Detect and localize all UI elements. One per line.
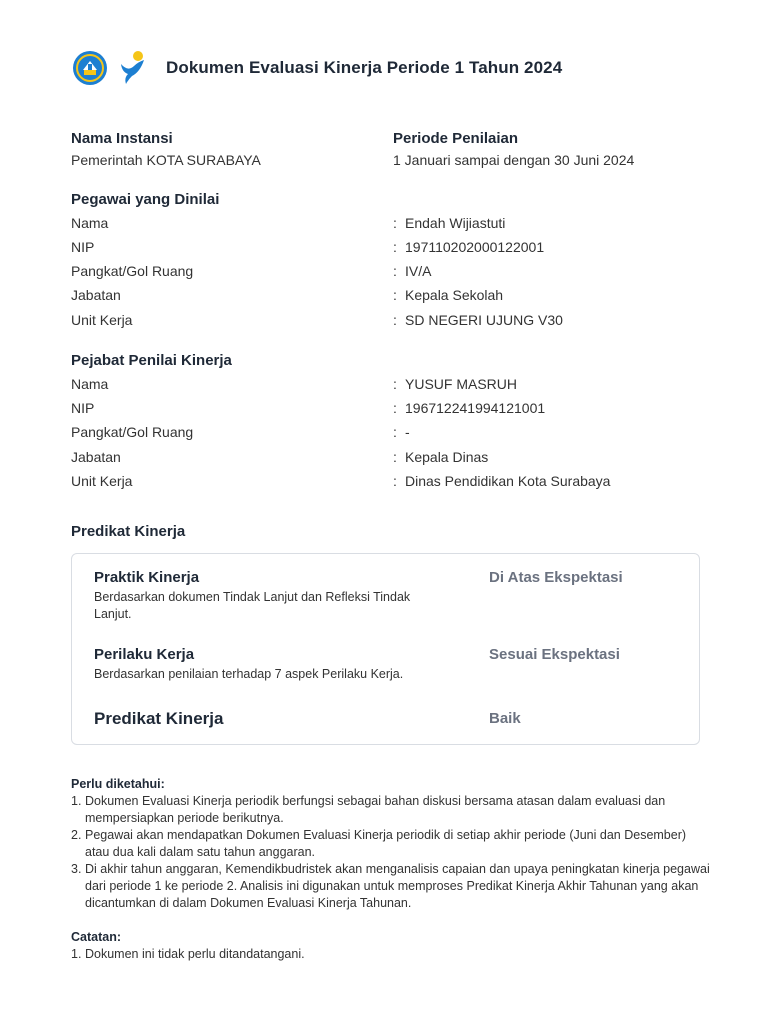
separator: : bbox=[393, 215, 397, 231]
separator: : bbox=[393, 239, 397, 255]
praktik-kinerja-result: Di Atas Ekspektasi bbox=[489, 569, 623, 586]
pejabat-section-title: Pejabat Penilai Kinerja bbox=[71, 352, 232, 369]
separator: : bbox=[393, 376, 397, 392]
pejabat-unit-row bbox=[71, 473, 691, 489]
field-value: IV/A bbox=[405, 263, 432, 279]
list-text: Dokumen ini tidak perlu ditandatangani. bbox=[85, 947, 305, 961]
perlu-diketahui-title: Perlu diketahui: bbox=[71, 777, 165, 791]
field-label: NIP bbox=[71, 239, 95, 255]
separator: : bbox=[393, 263, 397, 279]
list-number: 1. bbox=[71, 947, 82, 961]
list-item bbox=[71, 827, 711, 861]
list-item bbox=[71, 793, 711, 827]
field-value: SD NEGERI UJUNG V30 bbox=[405, 312, 563, 328]
field-value: YUSUF MASRUH bbox=[405, 376, 518, 392]
list-text: Di akhir tahun anggaran, Kemendikbudristek akan menganalisis capaian dan upaya peningkatan kinerja pegawai dari periode 1 ke periode 2. Analisis ini digunakan untuk memproses Predikat Kinerja Akhir Tahunan yang akan dicantumkan di dalam Dokumen Evaluasi Kinerja Tahunan. bbox=[85, 862, 710, 910]
merdeka-belajar-logo bbox=[118, 50, 148, 86]
pejabat-pangkat-row bbox=[71, 424, 691, 440]
field-label: Nama bbox=[71, 376, 109, 392]
list-text: Dokumen Evaluasi Kinerja periodik berfungsi sebagai bahan diskusi bersama atasan dalam evaluasi dan mempersiapkan periode berikutnya. bbox=[85, 794, 666, 825]
instansi-periode-row bbox=[71, 130, 691, 168]
list-number: 2. bbox=[71, 828, 82, 842]
periode-value: 1 Januari sampai dengan 30 Juni 2024 bbox=[393, 152, 635, 168]
pejabat-nama-row bbox=[71, 376, 691, 392]
field-value: 197110202000122001 bbox=[405, 239, 545, 255]
document-header bbox=[72, 50, 562, 86]
field-label: Unit Kerja bbox=[71, 312, 133, 328]
separator: : bbox=[393, 473, 397, 489]
catatan-section bbox=[71, 929, 711, 963]
field-value: Endah Wijiastuti bbox=[405, 215, 506, 231]
separator: : bbox=[393, 287, 397, 303]
predikat-final-result: Baik bbox=[489, 710, 521, 727]
pegawai-pangkat-row bbox=[71, 263, 691, 279]
separator: : bbox=[393, 449, 397, 465]
document-title: Dokumen Evaluasi Kinerja Periode 1 Tahun 2024 bbox=[166, 58, 563, 77]
field-label: NIP bbox=[71, 400, 95, 416]
field-label: Jabatan bbox=[71, 449, 121, 465]
perilaku-kerja-desc: Berdasarkan penilaian terhadap 7 aspek Perilaku Kerja. bbox=[94, 667, 404, 681]
list-item bbox=[71, 861, 711, 912]
perlu-diketahui-list bbox=[71, 793, 711, 912]
predikat-section-title: Predikat Kinerja bbox=[71, 523, 186, 540]
predikat-final-item bbox=[94, 709, 674, 729]
perilaku-kerja-result: Sesuai Ekspektasi bbox=[489, 646, 620, 663]
list-number: 3. bbox=[71, 862, 82, 876]
field-label: Jabatan bbox=[71, 287, 121, 303]
instansi-value: Pemerintah KOTA SURABAYA bbox=[71, 152, 261, 168]
pegawai-nip-row bbox=[71, 239, 691, 255]
perlu-diketahui-section bbox=[71, 776, 711, 912]
list-text: Pegawai akan mendapatkan Dokumen Evaluasi Kinerja periodik di setiap akhir periode (Juni dan Desember) atau dua kali dalam satu tahun anggaran. bbox=[85, 828, 687, 859]
pegawai-jabatan-row bbox=[71, 287, 691, 303]
pejabat-nip-row bbox=[71, 400, 691, 416]
pegawai-nama-row bbox=[71, 215, 691, 231]
field-label: Unit Kerja bbox=[71, 473, 133, 489]
field-value: Dinas Pendidikan Kota Surabaya bbox=[405, 473, 611, 489]
kemendikbud-logo bbox=[72, 50, 108, 86]
field-value: - bbox=[405, 424, 410, 440]
field-label: Pangkat/Gol Ruang bbox=[71, 424, 194, 440]
perilaku-kerja-item bbox=[94, 646, 674, 683]
separator: : bbox=[393, 400, 397, 416]
pegawai-section-title: Pegawai yang Dinilai bbox=[71, 191, 220, 208]
catatan-list bbox=[71, 946, 711, 963]
separator: : bbox=[393, 312, 397, 328]
instansi-label: Nama Instansi bbox=[71, 130, 173, 147]
field-value: Kepala Dinas bbox=[405, 449, 489, 465]
field-label: Pangkat/Gol Ruang bbox=[71, 263, 194, 279]
field-value: Kepala Sekolah bbox=[405, 287, 504, 303]
list-number: 1. bbox=[71, 794, 82, 808]
perilaku-kerja-name: Perilaku Kerja bbox=[94, 646, 195, 663]
pegawai-unit-row bbox=[71, 312, 691, 328]
predikat-card bbox=[71, 553, 700, 745]
pejabat-jabatan-row bbox=[71, 449, 691, 465]
catatan-title: Catatan: bbox=[71, 930, 122, 944]
predikat-final-name: Predikat Kinerja bbox=[94, 709, 224, 728]
praktik-kinerja-name: Praktik Kinerja bbox=[94, 569, 200, 586]
list-item bbox=[71, 946, 711, 963]
field-label: Nama bbox=[71, 215, 109, 231]
separator: : bbox=[393, 424, 397, 440]
praktik-kinerja-item bbox=[94, 569, 674, 623]
periode-label: Periode Penilaian bbox=[393, 130, 519, 147]
field-value: 196712241994121001 bbox=[405, 400, 546, 416]
praktik-kinerja-desc: Berdasarkan dokumen Tindak Lanjut dan Refleksi Tindak Lanjut. bbox=[94, 590, 411, 621]
